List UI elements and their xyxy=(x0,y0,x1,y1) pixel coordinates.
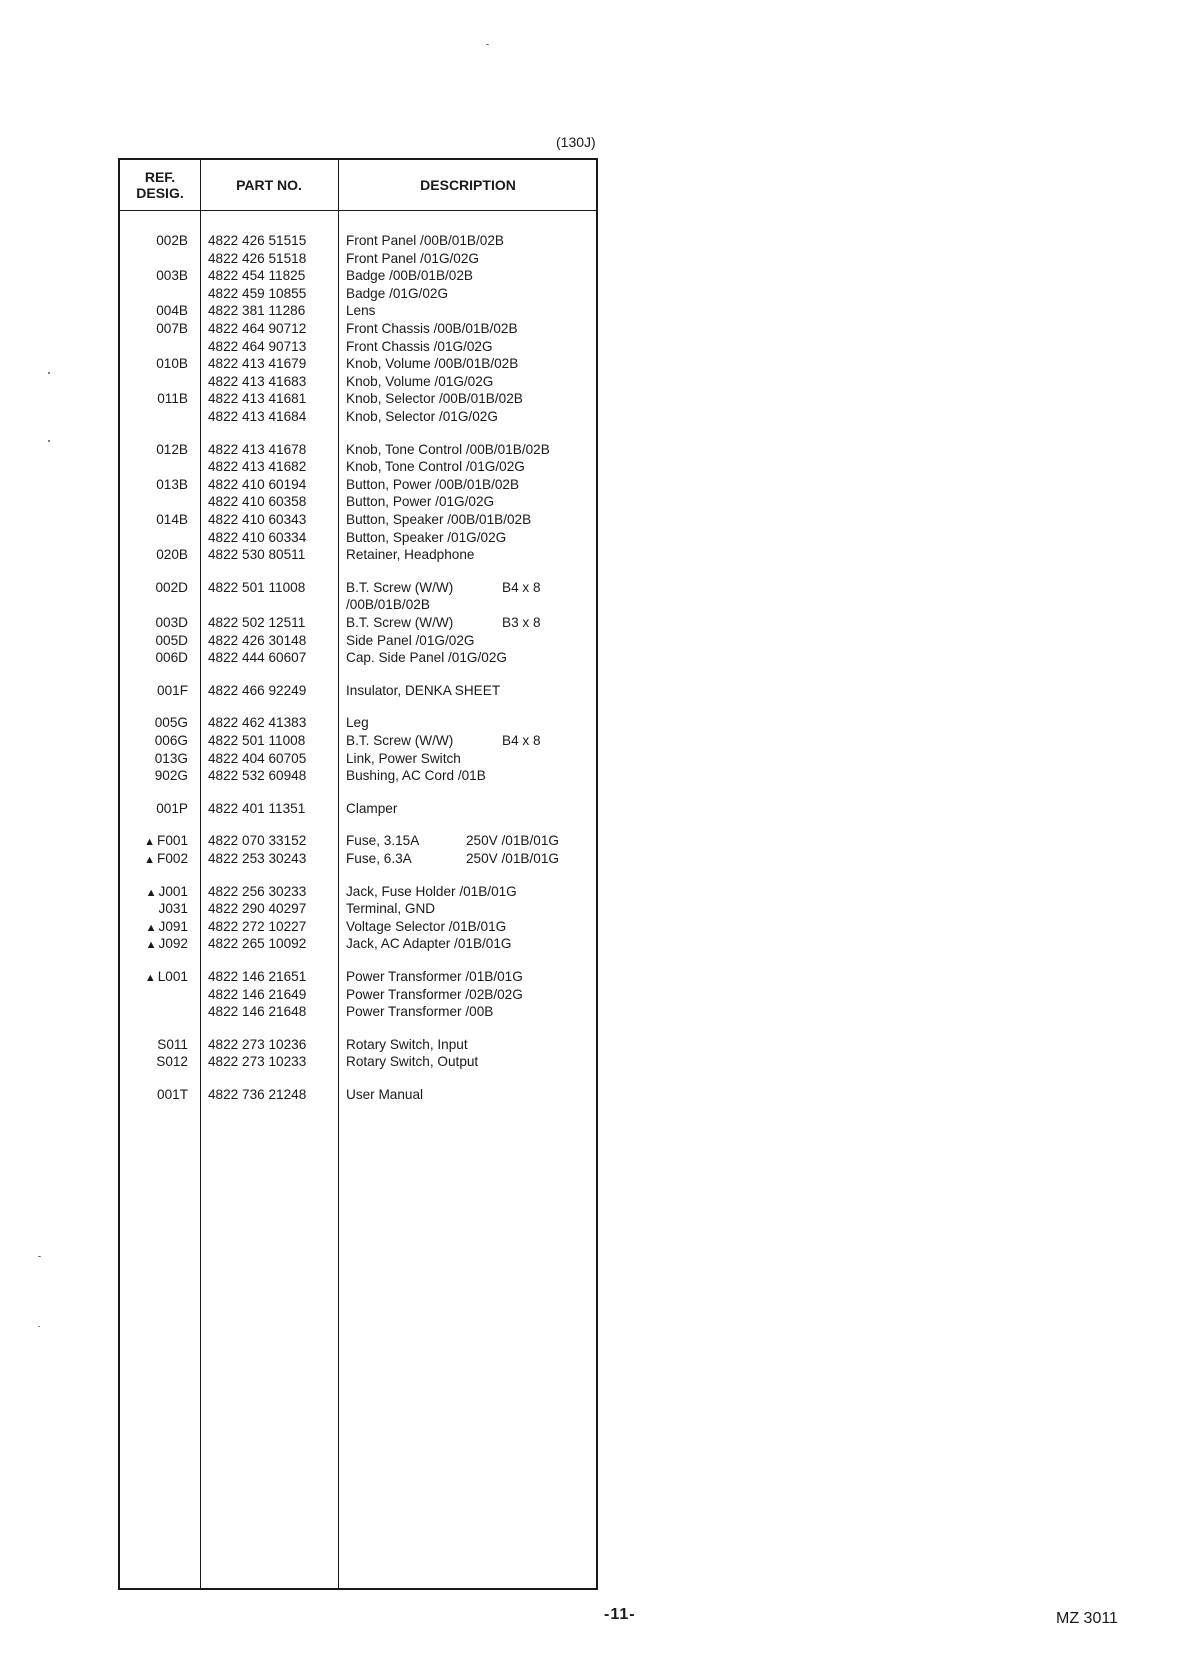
ref-desig-cell: 902G xyxy=(154,768,188,784)
model-number: MZ 3011 xyxy=(1056,1610,1118,1627)
part-number-cell: 4822 253 30243 xyxy=(208,851,307,866)
ref-desig-cell: S011 xyxy=(157,1036,188,1052)
table-row xyxy=(120,338,596,356)
description-cell: Knob, Selector /00B/01B/02B xyxy=(346,391,523,407)
table-row xyxy=(120,682,596,700)
description-cell: Rotary Switch, Input xyxy=(346,1036,468,1052)
description-cell: Jack, AC Adapter /01B/01G xyxy=(346,936,512,952)
part-number-cell: 4822 413 41681 xyxy=(208,391,307,407)
table-row xyxy=(120,441,596,459)
part-number-cell: 4822 381 11286 xyxy=(208,303,306,319)
part-number-cell: 4822 502 12511 xyxy=(208,615,306,630)
ref-desig-cell: ▲ J092 xyxy=(145,936,188,952)
ref-desig-cell: 014B xyxy=(156,512,188,527)
description-cell: Rotary Switch, Output xyxy=(346,1054,479,1070)
safety-warning-icon: ▲ xyxy=(145,939,157,952)
description-cell: Front Panel /00B/01B/02B xyxy=(346,233,504,248)
ref-desig-cell: 003B xyxy=(156,268,188,284)
description-cell: Button, Power /00B/01B/02B xyxy=(346,476,520,492)
part-number-cell: 4822 462 41383 xyxy=(208,715,307,731)
ref-desig-cell: 002B xyxy=(156,233,188,248)
ref-desig-cell: 005D xyxy=(155,632,188,648)
table-row xyxy=(120,850,596,868)
table-row xyxy=(120,632,596,650)
table-row xyxy=(120,900,596,918)
description-cell: Leg xyxy=(346,715,369,731)
table-row xyxy=(120,918,596,936)
part-number-cell: 4822 413 41679 xyxy=(208,356,307,372)
table-row xyxy=(120,1053,596,1071)
part-number-cell: 4822 146 21651 xyxy=(208,969,307,984)
description-cell: Bushing, AC Cord /01B xyxy=(346,768,486,784)
scan-speck xyxy=(38,1256,41,1257)
description-cell: Voltage Selector /01B/01G xyxy=(346,918,507,934)
description-cell: Insulator, DENKA SHEET xyxy=(346,682,501,698)
description-cell: Terminal, GND xyxy=(346,901,436,917)
part-number-cell: 4822 256 30233 xyxy=(208,883,307,899)
ref-desig-cell: J031 xyxy=(158,901,188,917)
ref-desig-cell: S012 xyxy=(156,1054,188,1070)
part-number-cell: 4822 413 41683 xyxy=(208,373,307,389)
part-number-cell: 4822 532 60948 xyxy=(208,768,307,784)
ref-desig-cell: 013G xyxy=(154,750,188,766)
description-spec-cell: 250V /01B/01G xyxy=(466,833,559,849)
description-cell: Retainer, Headphone xyxy=(346,547,475,563)
part-number-cell: 4822 404 60705 xyxy=(208,750,307,766)
part-number-cell: 4822 736 21248 xyxy=(208,1087,307,1102)
header-part-no: PART NO. xyxy=(236,177,302,193)
table-row xyxy=(120,285,596,303)
header-description: DESCRIPTION xyxy=(420,177,516,193)
part-number-cell: 4822 426 51515 xyxy=(208,233,307,248)
part-number-cell: 4822 426 51518 xyxy=(208,250,307,266)
part-number-cell: 4822 265 10092 xyxy=(208,936,307,952)
description-spec-cell: B4 x 8 xyxy=(502,733,541,748)
description-cell: Link, Power Switch xyxy=(346,750,461,766)
table-row xyxy=(120,883,596,901)
description-spec-cell: 250V /01B/01G xyxy=(466,851,559,866)
ref-desig-cell: 020B xyxy=(156,547,188,563)
table-row xyxy=(120,1003,596,1021)
ref-desig-cell: 012B xyxy=(156,441,188,457)
description-cell: Power Transformer /01B/01G xyxy=(346,969,523,984)
description-cell: Jack, Fuse Holder /01B/01G xyxy=(346,883,517,899)
table-row xyxy=(120,800,596,818)
ref-desig-cell: ▲ F001 xyxy=(144,833,188,849)
part-number-cell: 4822 401 11351 xyxy=(208,800,306,816)
table-row xyxy=(120,476,596,494)
description-cell: Knob, Volume /01G/02G xyxy=(346,373,494,389)
ref-desig-cell: 001T xyxy=(157,1087,188,1102)
description-cell: Cap. Side Panel /01G/02G xyxy=(346,650,507,666)
table-row xyxy=(120,529,596,547)
part-number-cell: 4822 454 11825 xyxy=(208,268,306,284)
description-cell: Knob, Tone Control /01G/02G xyxy=(346,459,525,475)
description-spec-cell: B4 x 8 xyxy=(502,579,541,595)
part-number-cell: 4822 410 60194 xyxy=(208,476,307,492)
part-number-cell: 4822 413 41684 xyxy=(208,409,307,424)
table-row xyxy=(120,493,596,511)
part-number-cell: 4822 459 10855 xyxy=(208,285,307,301)
ref-desig-cell: 001F xyxy=(157,682,188,698)
description-cell: Knob, Tone Control /00B/01B/02B xyxy=(346,441,550,457)
part-number-cell: 4822 464 90713 xyxy=(208,338,307,354)
ref-desig-cell: 006G xyxy=(154,733,188,748)
scan-speck xyxy=(486,44,489,45)
table-row xyxy=(120,511,596,529)
ref-desig-cell: 004B xyxy=(156,303,188,319)
table-row xyxy=(120,250,596,268)
table-row xyxy=(120,1086,596,1104)
table-row xyxy=(120,750,596,768)
description-cell: User Manual xyxy=(346,1087,424,1102)
description-cell: Front Chassis /01G/02G xyxy=(346,338,493,354)
table-row xyxy=(120,546,596,564)
document-code: (130J) xyxy=(556,134,596,150)
part-number-cell: 4822 530 80511 xyxy=(208,547,306,563)
ref-desig-cell: 011B xyxy=(157,391,188,407)
part-number-cell: 4822 464 90712 xyxy=(208,321,307,336)
table-row xyxy=(120,832,596,850)
description-cell: Power Transformer /02B/02G xyxy=(346,986,523,1002)
part-number-cell: 4822 413 41682 xyxy=(208,459,307,475)
description-cell: Lens xyxy=(346,303,376,319)
part-number-cell: 4822 290 40297 xyxy=(208,901,307,917)
description-cell: Side Panel /01G/02G xyxy=(346,632,475,648)
table-row xyxy=(120,968,596,986)
description-cell: Button, Speaker /00B/01B/02B xyxy=(346,512,532,527)
description-cell: Knob, Volume /00B/01B/02B xyxy=(346,356,519,372)
table-row xyxy=(120,767,596,785)
table-row xyxy=(120,232,596,250)
table-row xyxy=(120,267,596,285)
part-number-cell: 4822 273 10236 xyxy=(208,1036,307,1052)
table-row xyxy=(120,579,596,597)
safety-warning-icon: ▲ xyxy=(144,854,156,866)
part-number-cell: 4822 146 21649 xyxy=(208,986,307,1002)
description-spec-cell: B3 x 8 xyxy=(502,615,541,630)
safety-warning-icon: ▲ xyxy=(144,836,156,849)
table-row xyxy=(120,1036,596,1054)
safety-warning-icon: ▲ xyxy=(145,921,157,934)
part-number-cell: 4822 413 41678 xyxy=(208,441,307,457)
ref-desig-cell: ▲ J001 xyxy=(145,883,188,899)
description-cell: Front Chassis /00B/01B/02B xyxy=(346,321,518,336)
parts-table xyxy=(118,158,598,1590)
description-cell: Fuse, 6.3A xyxy=(346,851,412,866)
ref-desig-cell: 002D xyxy=(155,579,188,595)
table-row xyxy=(120,986,596,1004)
description-cell: Badge /01G/02G xyxy=(346,285,449,301)
ref-desig-cell: ▲ L001 xyxy=(144,969,188,984)
ref-desig-cell: 013B xyxy=(156,476,188,492)
description-cell: /00B/01B/02B xyxy=(346,597,430,613)
part-number-cell: 4822 272 10227 xyxy=(208,918,307,934)
ref-desig-cell: 007B xyxy=(156,321,188,336)
part-number-cell: 4822 410 60343 xyxy=(208,512,307,527)
ref-desig-cell: ▲ J091 xyxy=(145,918,188,934)
description-cell: Knob, Selector /01G/02G xyxy=(346,409,498,424)
description-cell: B.T. Screw (W/W) xyxy=(346,579,454,595)
part-number-cell: 4822 273 10233 xyxy=(208,1054,307,1070)
header-ref-desig xyxy=(120,160,200,210)
scan-speck xyxy=(38,1326,40,1327)
table-row xyxy=(120,458,596,476)
description-cell: Fuse, 3.15A xyxy=(346,833,420,849)
description-cell: Front Panel /01G/02G xyxy=(346,250,479,266)
description-cell: Badge /00B/01B/02B xyxy=(346,268,473,284)
table-row xyxy=(120,373,596,391)
part-number-cell: 4822 410 60358 xyxy=(208,494,307,510)
part-number-cell: 4822 501 11008 xyxy=(208,733,306,748)
table-row xyxy=(120,390,596,408)
safety-warning-icon: ▲ xyxy=(145,886,157,899)
scan-speck xyxy=(48,372,50,374)
page-number: -11- xyxy=(604,1606,636,1623)
part-number-cell: 4822 466 92249 xyxy=(208,682,307,698)
table-row xyxy=(120,596,596,614)
ref-desig-cell: 001P xyxy=(156,800,188,816)
table-row xyxy=(120,732,596,750)
part-number-cell: 4822 410 60334 xyxy=(208,529,307,545)
table-row xyxy=(120,649,596,667)
table-row xyxy=(120,935,596,953)
description-cell: Button, Power /01G/02G xyxy=(346,494,495,510)
header-divider xyxy=(120,210,596,211)
safety-warning-icon: ▲ xyxy=(144,972,156,984)
ref-desig-cell: 006D xyxy=(155,650,188,666)
description-cell: Button, Speaker /01G/02G xyxy=(346,529,507,545)
description-cell: B.T. Screw (W/W) xyxy=(346,733,454,748)
description-cell: B.T. Screw (W/W) xyxy=(346,615,454,630)
ref-desig-cell: 010B xyxy=(156,356,188,372)
ref-desig-cell: ▲ F002 xyxy=(144,851,188,866)
part-number-cell: 4822 426 30148 xyxy=(208,632,307,648)
ref-desig-cell: 005G xyxy=(154,715,188,731)
table-row xyxy=(120,714,596,732)
description-cell: Clamper xyxy=(346,800,398,816)
part-number-cell: 4822 070 33152 xyxy=(208,833,307,849)
description-cell: Power Transformer /00B xyxy=(346,1004,494,1020)
table-row xyxy=(120,302,596,320)
header-ref-text: REF. DESIG. xyxy=(136,169,184,201)
table-row xyxy=(120,614,596,632)
part-number-cell: 4822 444 60607 xyxy=(208,650,307,666)
table-row xyxy=(120,320,596,338)
ref-desig-cell: 003D xyxy=(155,615,188,630)
part-number-cell: 4822 146 21648 xyxy=(208,1004,307,1020)
scan-speck xyxy=(48,440,50,442)
part-number-cell: 4822 501 11008 xyxy=(208,579,306,595)
table-row xyxy=(120,355,596,373)
table-row xyxy=(120,408,596,426)
